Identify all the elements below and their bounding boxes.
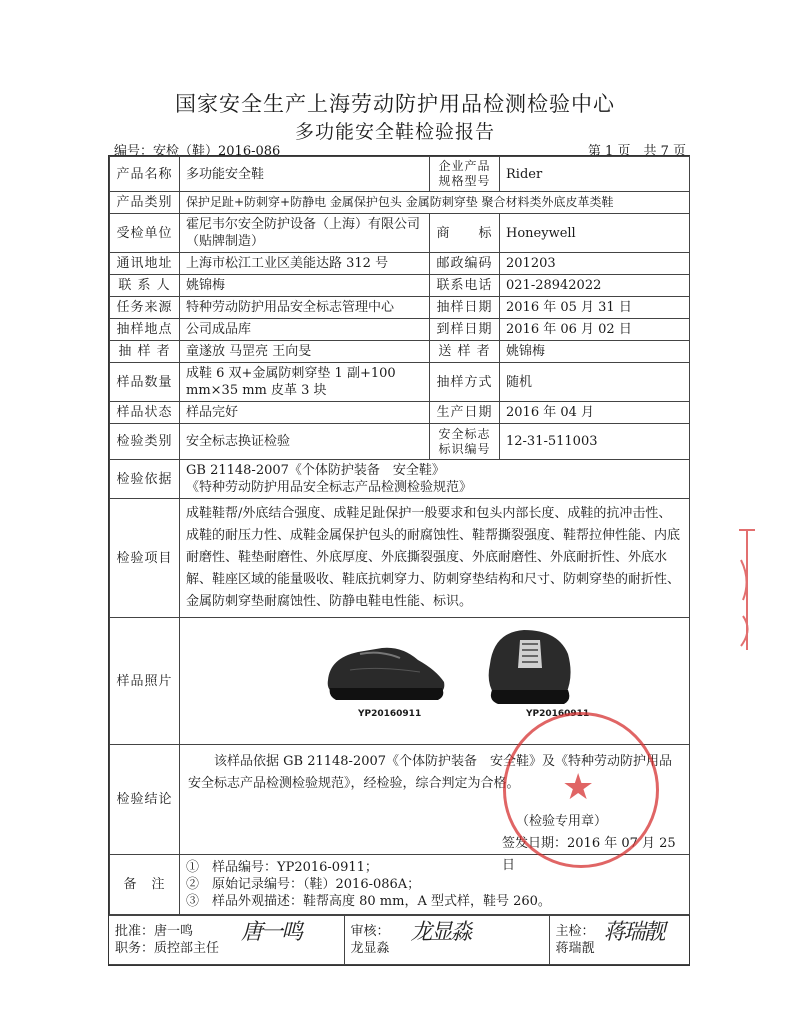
sampler-label: 抽 样 者 xyxy=(110,341,180,363)
product-name-label: 产品名称 xyxy=(110,157,180,192)
items-label: 检验项目 xyxy=(110,499,180,618)
quantity-label: 样品数量 xyxy=(110,363,180,402)
photo-label: 样品照片 xyxy=(110,618,180,745)
sampling-date-value: 2016 年 05 月 31 日 xyxy=(500,297,690,319)
sampling-place-value: 公司成品库 xyxy=(180,319,430,341)
phone-label: 联系电话 xyxy=(430,275,500,297)
conclusion-label: 检验结论 xyxy=(110,745,180,855)
org-title: 国家安全生产上海劳动防护用品检测检验中心 xyxy=(175,92,615,116)
report-number: 编号：安检（鞋）2016-086 xyxy=(114,144,281,159)
table-row xyxy=(110,192,690,214)
table-row xyxy=(110,402,690,424)
inspection-type-label: 检验类别 xyxy=(110,424,180,460)
status-label: 样品状态 xyxy=(110,402,180,424)
basis-line-1: GB 21148-2007《个体防护装备 安全鞋》 xyxy=(186,463,445,478)
shoe-photo-side xyxy=(320,630,450,710)
signature-row xyxy=(109,916,689,965)
phone-value: 021-28942022 xyxy=(500,275,690,297)
review-name: 龙显淼 xyxy=(350,941,390,956)
quantity-value: 成鞋 6 双+金属防刺穿垫 1 副+100 mm×35 mm 皮革 3 块 xyxy=(180,363,430,402)
safety-mark-label: 安全标志标识编号 xyxy=(430,424,500,460)
table-row xyxy=(110,319,690,341)
category-label: 产品类别 xyxy=(110,192,180,214)
contact-label: 联 系 人 xyxy=(110,275,180,297)
approve-title: 职务：质控部主任 xyxy=(115,941,220,956)
production-date-value: 2016 年 04 月 xyxy=(500,402,690,424)
table-row xyxy=(110,157,690,192)
product-name-value: 多功能安全鞋 xyxy=(180,157,430,192)
arrival-date-value: 2016 年 06 月 02 日 xyxy=(500,319,690,341)
inspector-cell xyxy=(549,916,689,965)
safety-mark-value: 12-31-511003 xyxy=(500,424,690,460)
model-label: 企业产品规格型号 xyxy=(430,157,500,192)
postcode-label: 邮政编码 xyxy=(430,253,500,275)
sender-value: 姚锦梅 xyxy=(500,341,690,363)
remark-2: ② 原始记录编号：（鞋）2016-086A； xyxy=(186,877,421,892)
client-label: 受检单位 xyxy=(110,214,180,253)
address-label: 通讯地址 xyxy=(110,253,180,275)
task-source-label: 任务来源 xyxy=(110,297,180,319)
review-cell xyxy=(344,916,549,965)
table-row xyxy=(110,214,690,253)
photo-tag-1: YP20160911 xyxy=(358,709,422,719)
inspector-label: 主检： xyxy=(555,924,595,939)
table-row xyxy=(110,363,690,402)
approve-cell xyxy=(109,916,344,965)
model-value: Rider xyxy=(500,157,690,192)
client-value: 霍尼韦尔安全防护设备（上海）有限公司（贴牌制造） xyxy=(180,214,430,253)
inspection-type-value: 安全标志换证检验 xyxy=(180,424,430,460)
items-value: 成鞋鞋帮/外底结合强度、成鞋足趾保护一般要求和包头内部长度、成鞋的抗冲击性、成鞋的耐压力性、成鞋金属保护包头的耐腐蚀性、鞋帮撕裂强度、鞋帮拉伸性能、内底耐磨性、鞋垫耐磨性、外底厚度、外底撕裂强度、外底耐磨性、外底耐折性、外底水解、鞋座区域的能量吸收、鞋底抗刺穿力、防刺穿垫结构和尺寸、防刺穿垫的耐折性、金属防刺穿垫耐腐蚀性、防静电鞋电性能、标识。 xyxy=(180,499,690,618)
inspector-signature: 蒋瑞靓 xyxy=(603,920,664,945)
table-row xyxy=(110,499,690,618)
arrival-date-label: 到样日期 xyxy=(430,319,500,341)
table-row xyxy=(110,460,690,499)
stamp-note: （检验专用章） xyxy=(516,814,608,829)
category-value: 保护足趾+防刺穿+防静电 金属保护包头 金属防刺穿垫 聚合材料类外底皮革类鞋 xyxy=(180,192,690,214)
sampling-date-label: 抽样日期 xyxy=(430,297,500,319)
approve-label: 批准：唐一鸣 xyxy=(115,924,194,939)
address-value: 上海市松江工业区美能达路 312 号 xyxy=(180,253,430,275)
sampling-place-label: 抽样地点 xyxy=(110,319,180,341)
remark-3: ③ 样品外观描述：鞋帮高度 80 mm，A 型式样，鞋号 260。 xyxy=(186,894,551,909)
edge-seal-fragment xyxy=(735,520,759,660)
table-row xyxy=(110,253,690,275)
photo-tag-2: YP20160911 xyxy=(526,709,590,719)
basis-line-2: 《特种劳动防护用品安全标志产品检测检验规范》 xyxy=(186,480,473,495)
page-info: 第 1 页 共 7 页 xyxy=(587,144,686,159)
task-source-value: 特种劳动防护用品安全标志管理中心 xyxy=(180,297,430,319)
table-row xyxy=(110,275,690,297)
brand-value: Honeywell xyxy=(500,214,690,253)
remark-1: ① 样品编号：YP2016-0911； xyxy=(186,860,378,875)
conclusion-text: 该样品依据 GB 21148-2007《个体防护装备 安全鞋》及《特种劳动防护用品安全标志产品检测检验规范》，经检验，综合判定为合格。 xyxy=(188,754,673,791)
table-row xyxy=(110,297,690,319)
seal-star-icon: ★ xyxy=(562,767,595,808)
postcode-value: 201203 xyxy=(500,253,690,275)
status-value: 样品完好 xyxy=(180,402,430,424)
sampling-method-label: 抽样方式 xyxy=(430,363,500,402)
brand-label: 商 标 xyxy=(430,214,500,253)
production-date-label: 生产日期 xyxy=(430,402,500,424)
contact-value: 姚锦梅 xyxy=(180,275,430,297)
basis-value xyxy=(180,460,690,499)
sampler-value: 童遂放 马罡亮 王向旻 xyxy=(180,341,430,363)
issue-date: 签发日期：2016 年 07 月 25 日 xyxy=(502,836,676,873)
review-signature: 龙显淼 xyxy=(410,920,471,945)
basis-label: 检验依据 xyxy=(110,460,180,499)
table-row xyxy=(110,424,690,460)
table-row xyxy=(110,341,690,363)
sender-label: 送 样 者 xyxy=(430,341,500,363)
remarks-label: 备 注 xyxy=(110,855,180,915)
sampling-method-value: 随机 xyxy=(500,363,690,402)
official-seal xyxy=(503,712,659,868)
report-title: 多功能安全鞋检验报告 xyxy=(294,121,495,143)
approve-signature: 唐一鸣 xyxy=(241,920,302,945)
inspector-name: 蒋瑞靓 xyxy=(555,941,595,956)
review-label: 审核： xyxy=(350,924,390,939)
shoe-photo-front xyxy=(480,624,580,710)
